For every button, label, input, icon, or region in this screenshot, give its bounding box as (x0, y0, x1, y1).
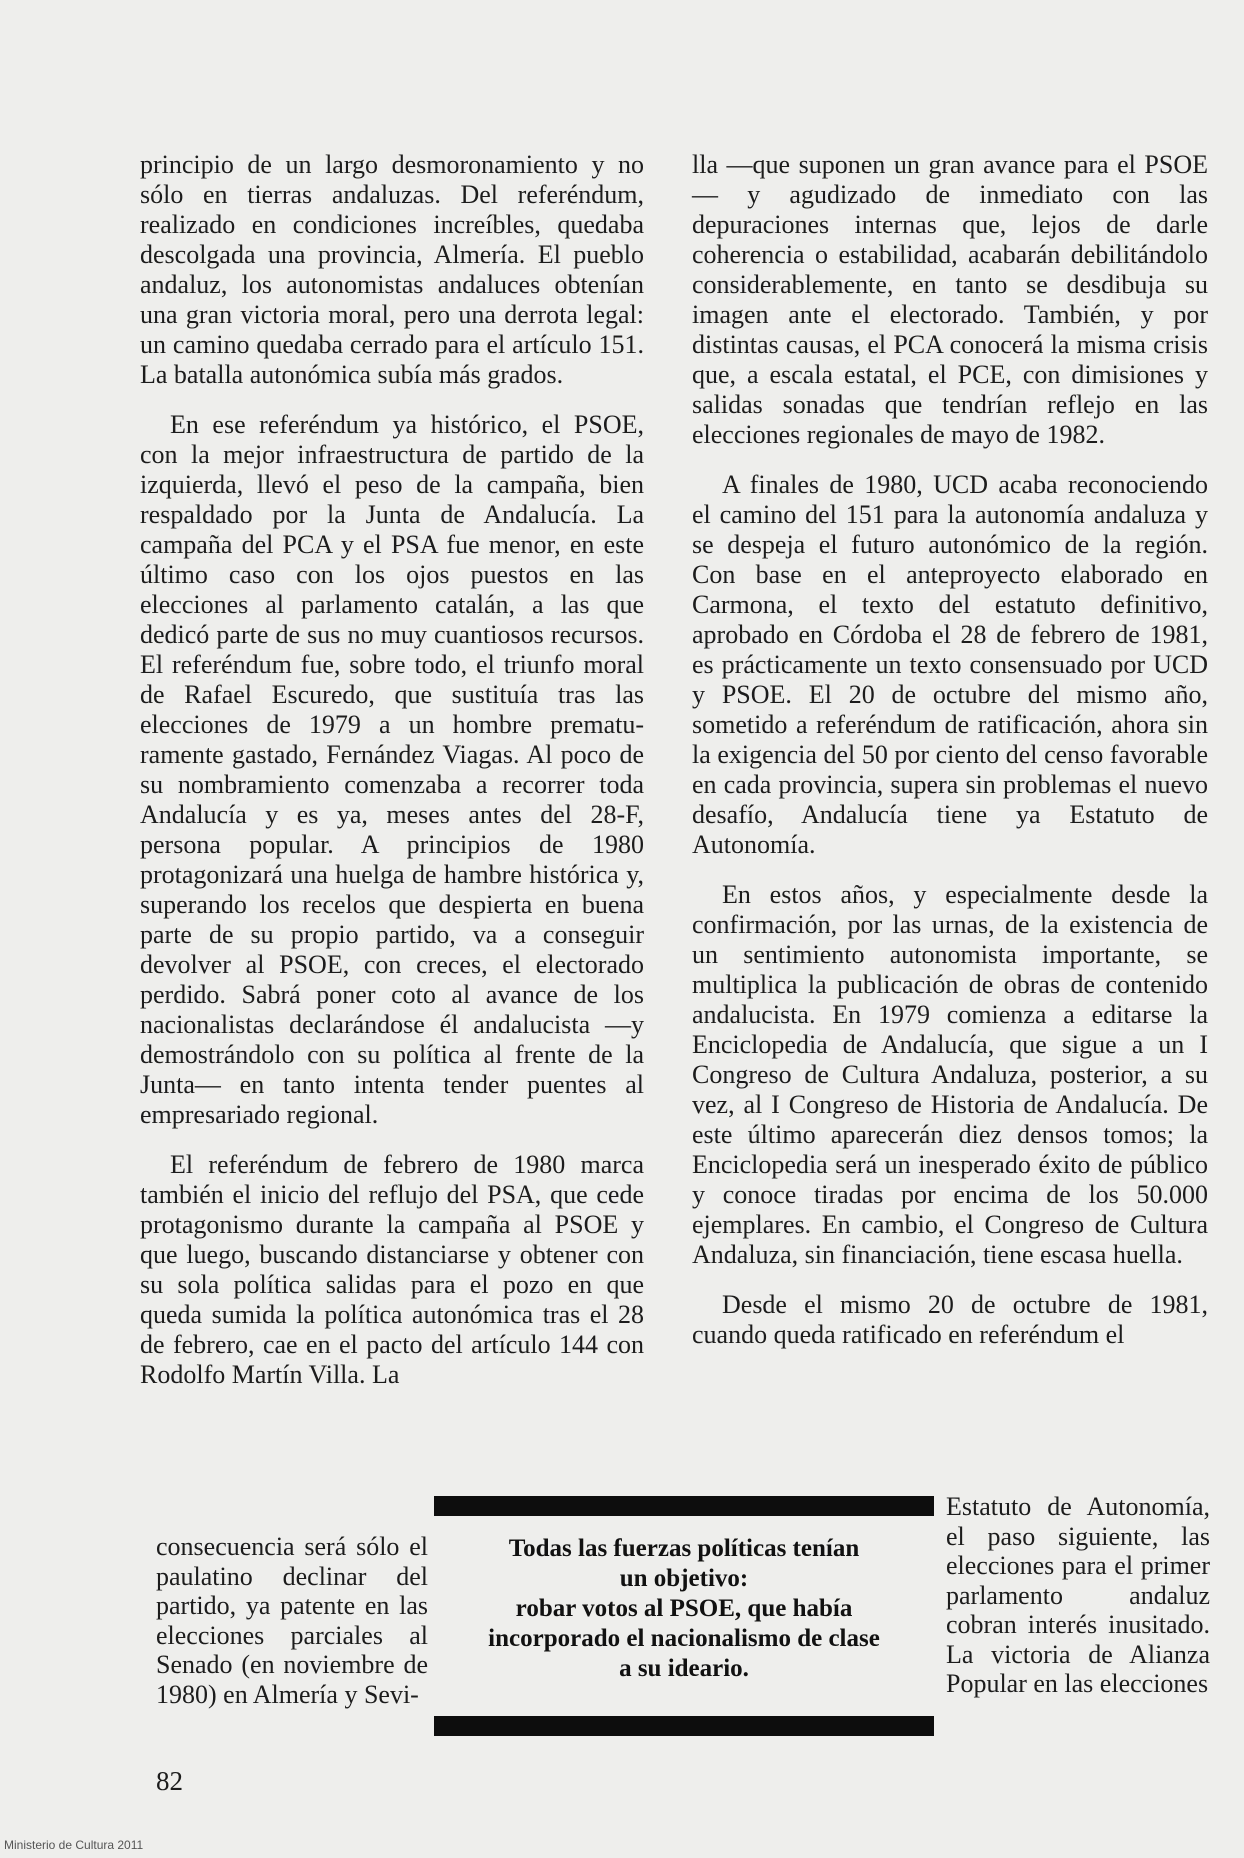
pull-quote-line: incorporado el nacionalismo de clase (488, 1625, 880, 1652)
pull-quote-bottom-rule (434, 1716, 934, 1736)
paragraph: En ese referéndum ya histórico, el PSOE, con la mejor infraestructura de partido de la izquierda, llevó el peso de la campaña, bien respaldado por la Junta de Andalucía. La campaña del PCA y el PSA fue menor, en este último caso con los ojos puestos en las elecciones al parlamento catalán, a las que dedicó parte de sus no muy cuantiosos recursos. El referéndum fue, sobre todo, el triunfo moral de Rafael Escuredo, que sustituía tras las elecciones de 1979 a un hombre prematuramente gastado, Fernández Viagas. Al poco de su nombramiento comenzaba a recorrer toda Andalucía y es ya, meses antes del 28-F, persona popular. A principios de 1980 protagonizará una huelga de hambre histórica y, superando los recelos que despierta en buena parte de su propio partido, va a conseguir devolver al PSOE, con creces, el electorado perdido. Sabrá poner coto al avance de los nacionalistas declarándose él andalucista —y demostrándolo con su política al frente de la Junta— en tanto intenta tender puentes al empresariado regional. (140, 410, 644, 1129)
pull-quote-line: robar votos al PSOE, que había (515, 1595, 853, 1622)
paragraph: Desde el mismo 20 de octubre de 1981, cuando queda ratificado en referéndum el (692, 1290, 1208, 1349)
paragraph: En estos años, y especialmente desde la confirmación, por las urnas, de la existencia de un sentimiento autonomista importante, se multiplica la publicación de obras de contenido andalucista. En 1979 comienza a editarse la Enciclopedia de Andalucía, que sigue a un I Congreso de Cultura Andaluza, posterior, a su vez, al I Congreso de Historia de Andalucía. De este último aparecerán diez densos tomos; la Enciclopedia será un inesperado éxito de público y conoce tiradas por encima de los 50.000 ejemplares. En cambio, el Congreso de Cultura Andaluza, sin financiación, tiene escasa huella. (692, 880, 1208, 1269)
footer-credit: Ministerio de Cultura 2011 (4, 1838, 144, 1852)
paragraph: El referéndum de febrero de 1980 marca también el inicio del reflujo del PSA, que cede protagonismo durante la campaña al PSOE y que luego, buscando distanciarse y obtener con su sola política salidas para el pozo en que queda sumida la política autonómica tras el 28 de febrero, cae en el pacto del artículo 144 con Rodolfo Martín Villa. La (140, 1150, 644, 1389)
pull-quote-top-rule (434, 1496, 934, 1516)
paragraph: A finales de 1980, UCD acaba reconociendo el camino del 151 para la autonomía andaluza y se despeja el futuro autonómico de la región. Con base en el anteproyecto elaborado en Carmona, el texto del estatuto definitivo, aprobado en Córdoba el 28 de febrero de 1981, es prácticamente un texto consensuado por UCD y PSOE. El 20 de octubre del mismo año, sometido a referéndum de ratificación, ahora sin la exigencia del 50 por ciento del censo favorable en cada provincia, supera sin problemas el nuevo desafío, Andalucía tiene ya Estatuto de Autonomía. (692, 470, 1208, 859)
paragraph: lla —que suponen un gran avance para el PSOE— y agudizado de inmediato con las depuraciones internas que, lejos de darle coherencia o estabilidad, acabarán debilitándolo considerablemente, en tanto se desdibuja su imagen ante el electorado. También, y por distintas causas, el PCA conocerá la misma crisis que, a escala estatal, el PCE, con dimisiones y salidas sonadas que tendrían reflejo en las elecciones regionales de mayo de 1982. (692, 150, 1208, 449)
page-number: 82 (156, 1766, 183, 1796)
pull-quote-text (434, 1534, 934, 1684)
pull-quote (434, 1496, 934, 1736)
left-column (140, 150, 644, 1390)
pull-quote-line: a su ideario. (619, 1655, 749, 1682)
pull-quote-line: un objetivo: (619, 1565, 749, 1592)
paragraph: principio de un largo desmoronamiento y no sólo en tierras andaluzas. Del referéndum, realizado en condiciones increíbles, quedaba descolgada una provincia, Almería. El pueblo andaluz, los autonomistas andaluces obtenían una gran victoria moral, pero una derrota legal: un camino quedaba cerrado para el artículo 151. La batalla autonómica subía más grados. (140, 150, 644, 389)
left-column-continuation: consecuencia será sólo el paulatino declinar del partido, ya patente en las elecciones parciales al Senado (en noviembre de 1980) en Almería y Sevi- (156, 1532, 428, 1709)
pull-quote-line: Todas las fuerzas políticas tenían (508, 1535, 860, 1562)
right-column-continuation: Estatuto de Autonomía, el paso siguiente, las elecciones para el primer parlamento andaluz cobran interés inusitado. La victoria de Alianza Popular en las elecciones (946, 1492, 1210, 1698)
right-column (692, 150, 1208, 1350)
